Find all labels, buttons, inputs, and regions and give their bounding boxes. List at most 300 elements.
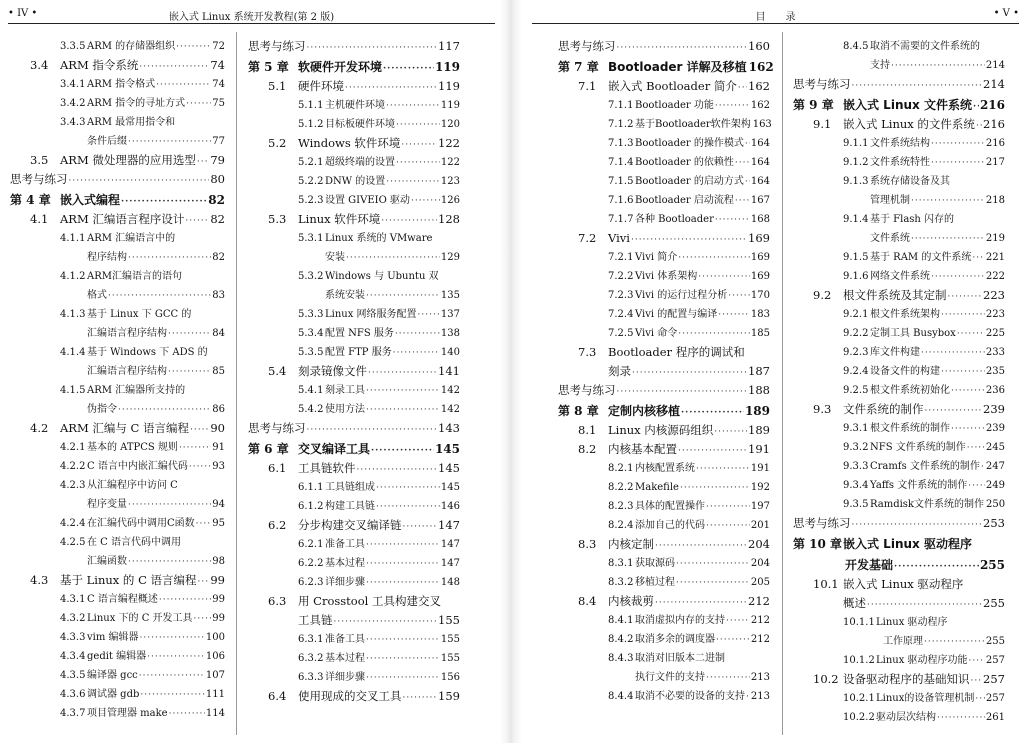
toc-page-number: 204 xyxy=(750,558,770,569)
toc-entry-title: 刻录镜像文件 xyxy=(298,364,367,378)
toc-entry-number: 6.3.1 xyxy=(298,634,324,645)
toc-dot-leader xyxy=(194,610,212,629)
toc-page-number: 142 xyxy=(440,404,460,415)
toc-entry-title: Linux 网络服务配置 xyxy=(325,309,417,320)
toc-dot-leader xyxy=(376,498,440,517)
toc-entry xyxy=(248,305,460,324)
toc-entry-number: 8.2.3 xyxy=(608,501,634,512)
toc-entry-number: 4.2.5 xyxy=(60,537,86,548)
toc-page-number: 98 xyxy=(212,556,225,567)
toc-page-number: 249 xyxy=(985,480,1005,491)
toc-dot-leader xyxy=(937,709,985,728)
toc-entry-number: 4.1.4 xyxy=(60,347,86,358)
toc-dot-leader xyxy=(140,686,205,705)
toc-dot-leader xyxy=(366,536,440,555)
toc-entry xyxy=(793,37,1005,56)
toc-page-number: 77 xyxy=(212,136,225,147)
toc-page-number: 169 xyxy=(748,231,770,245)
toc-entry-number: 7.1 xyxy=(578,79,597,93)
toc-entry xyxy=(248,516,460,535)
toc-page-number: 147 xyxy=(438,518,460,532)
toc-entry xyxy=(248,649,460,668)
toc-entry xyxy=(793,305,1005,324)
toc-entry-title: Bootloader 功能 xyxy=(635,100,714,111)
toc-entry-title: Yaffs 文件系统的制作 xyxy=(870,480,968,491)
toc-page-number: 235 xyxy=(985,366,1005,377)
toc-dot-leader xyxy=(718,306,750,325)
toc-entry-number: 5.3.5 xyxy=(298,347,324,358)
toc-entry-title: 基于 Flash 闪存的 xyxy=(870,214,955,225)
toc-page-number: 213 xyxy=(750,672,770,683)
toc-entry-title: 从汇编程序中访问 C xyxy=(87,480,178,491)
toc-entry-number: 10.1.1 xyxy=(843,617,875,628)
toc-dot-leader xyxy=(128,133,211,152)
toc-page-number: 145 xyxy=(434,442,460,456)
toc-entry xyxy=(248,592,460,611)
toc-page-number: 257 xyxy=(985,693,1005,704)
toc-entry-number: 7.1.5 xyxy=(608,176,634,187)
toc-dot-leader xyxy=(366,287,440,306)
toc-dot-leader xyxy=(941,363,985,382)
toc-page-number: 197 xyxy=(750,501,770,512)
toc-dot-leader xyxy=(401,136,437,155)
toc-dot-leader xyxy=(728,287,750,306)
toc-dot-leader xyxy=(941,306,985,325)
toc-page-number: 99 xyxy=(212,613,225,624)
toc-dot-leader xyxy=(948,288,983,307)
toc-entry-title: Windows 软件环境 xyxy=(298,136,401,150)
toc-entry-title: 交叉编译工具 xyxy=(298,442,371,456)
toc-entry-number: 5.2.2 xyxy=(298,176,324,187)
toc-page-number: 219 xyxy=(985,233,1005,244)
toc-dot-leader xyxy=(411,192,440,211)
toc-page-number: 94 xyxy=(212,499,225,510)
toc-page-number: 156 xyxy=(440,672,460,683)
toc-dot-leader xyxy=(403,518,438,537)
toc-dot-leader xyxy=(678,249,750,268)
toc-entry-title: Bootloader 的启动方式 xyxy=(635,176,744,187)
toc-entry-title: 定制工具 Busybox xyxy=(870,328,956,339)
toc-entry xyxy=(10,286,225,305)
toc-entry-number: 8.3.2 xyxy=(608,577,634,588)
toc-entry xyxy=(793,343,1005,362)
toc-entry xyxy=(793,495,1005,514)
toc-page-number: 187 xyxy=(748,364,770,378)
toc-dot-leader xyxy=(745,173,750,192)
toc-entry-title: 内核定制 xyxy=(608,537,654,551)
toc-entry-number: 5.1 xyxy=(268,79,287,93)
toc-entry xyxy=(248,573,460,592)
toc-dot-leader xyxy=(376,479,440,498)
toc-entry-title: 取消多余的调度器 xyxy=(635,634,715,645)
toc-entry-number: 8.4 xyxy=(578,594,597,608)
toc-entry-title: DNW 的设置 xyxy=(325,176,386,187)
toc-dot-leader xyxy=(696,460,750,479)
toc-entry-title: 思考与练习 xyxy=(10,172,68,186)
toc-page-number: 255 xyxy=(979,558,1005,572)
toc-page-number: 114 xyxy=(205,708,225,719)
toc-page-number: 162 xyxy=(750,100,770,111)
toc-entry-number: 8.2 xyxy=(578,442,597,456)
toc-entry xyxy=(248,497,460,516)
toc-entry-title: 基于 Windows 下 ADS 的 xyxy=(87,347,208,358)
toc-dot-leader xyxy=(368,364,437,383)
toc-page-number: 129 xyxy=(440,252,460,263)
toc-entry-number: 9.1 xyxy=(813,117,832,131)
toc-dot-leader xyxy=(386,173,440,192)
toc-dot-leader xyxy=(190,421,209,440)
toc-entry-title: 嵌入式 Linux 的文件系统 xyxy=(843,117,975,131)
toc-page-number: 135 xyxy=(440,290,460,301)
toc-entry-number: 6.2.3 xyxy=(298,577,324,588)
toc-entry-number: 7.1.6 xyxy=(608,195,634,206)
toc-entry xyxy=(558,229,770,248)
toc-entry-title: 移植过程 xyxy=(635,577,675,588)
toc-page-number: 120 xyxy=(440,119,460,130)
toc-entry-number: 6.1 xyxy=(268,461,287,475)
toc-entry xyxy=(558,497,770,516)
toc-entry-title: NFS 文件系统的制作 xyxy=(870,442,966,453)
right-page-header xyxy=(532,6,1019,24)
toc-dot-leader xyxy=(403,689,438,708)
toc-entry xyxy=(793,134,1005,153)
toc-entry-number: 6.1.1 xyxy=(298,482,324,493)
toc-page-number: 191 xyxy=(750,463,770,474)
toc-dot-leader xyxy=(969,652,985,671)
toc-entry-title: 设备驱动程序的基础知识 xyxy=(843,672,970,686)
toc-entry-title: 工作原理 xyxy=(883,636,923,647)
toc-dot-leader xyxy=(371,442,434,461)
toc-entry-title: 文件系统 xyxy=(870,233,910,244)
toc-entry-number: 8.1 xyxy=(578,423,597,437)
toc-entry-title: 在 C 语言代码中调用 xyxy=(87,537,182,548)
toc-page-number: 183 xyxy=(750,309,770,320)
toc-dot-leader xyxy=(715,97,750,116)
toc-page-number: 119 xyxy=(434,60,460,74)
toc-entry-title: ARM 微处理器的应用选型 xyxy=(60,153,196,167)
toc-dot-leader xyxy=(179,439,211,458)
toc-entry-number: 7.2 xyxy=(578,231,597,245)
toc-page-number: 145 xyxy=(438,461,460,475)
toc-entry-title: ARM 指令的寻址方式 xyxy=(87,98,186,109)
toc-dot-leader xyxy=(716,631,750,650)
toc-entry-title: Vivi 的配置与编译 xyxy=(635,309,718,320)
toc-entry-number: 7.3 xyxy=(578,345,597,359)
toc-dot-leader xyxy=(676,574,750,593)
toc-entry-number: 4.2.1 xyxy=(60,442,86,453)
toc-entry-title: 具体的配置操作 xyxy=(635,501,705,512)
toc-entry-number: 7.2.2 xyxy=(608,271,634,282)
toc-page-number: 95 xyxy=(212,518,225,529)
toc-entry xyxy=(793,476,1005,495)
toc-entry xyxy=(793,324,1005,343)
toc-entry xyxy=(558,478,770,497)
toc-entry-number: 8.3 xyxy=(578,537,597,551)
toc-entry-title: 准备工具 xyxy=(325,539,365,550)
toc-entry-number: 4.3.3 xyxy=(60,632,86,643)
toc-page-number: 189 xyxy=(744,404,770,418)
toc-dot-leader xyxy=(951,382,985,401)
toc-entry-title: 取消虚拟内存的支持 xyxy=(635,615,725,626)
toc-page-number: 126 xyxy=(440,195,460,206)
toc-exercise-entry xyxy=(558,381,770,400)
toc-entry xyxy=(558,687,770,706)
toc-entry-title: 基本的 ATPCS 规则 xyxy=(87,442,178,453)
toc-dot-leader xyxy=(746,688,750,707)
toc-dot-leader xyxy=(128,249,211,268)
toc-entry-title: 文件系统的制作 xyxy=(843,402,924,416)
toc-chapter-entry xyxy=(10,191,225,210)
toc-entry-number: 8.2.2 xyxy=(608,482,634,493)
toc-dot-leader xyxy=(976,117,982,136)
toc-entry xyxy=(248,96,460,115)
toc-entry-title: 构建工具链 xyxy=(325,501,375,512)
toc-entry-title: 根文件系统及其定制 xyxy=(843,288,947,302)
toc-page-number: 205 xyxy=(750,577,770,588)
toc-page-number: 119 xyxy=(440,100,460,111)
toc-entry-number: 5.3.4 xyxy=(298,328,324,339)
toc-entry-title: 内核基本配置 xyxy=(608,442,677,456)
toc-entry-number: 4.1.2 xyxy=(60,271,86,282)
toc-entry xyxy=(558,77,770,96)
column-divider xyxy=(782,32,783,735)
toc-entry xyxy=(248,459,460,478)
toc-entry-title: ARM 指令系统 xyxy=(60,58,139,72)
toc-page-number: 141 xyxy=(438,364,460,378)
toc-entry xyxy=(10,400,225,419)
toc-entry-title: 用 Crosstool 工具构建交叉 xyxy=(298,594,441,608)
toc-entry xyxy=(793,248,1005,267)
toc-page-number: 155 xyxy=(440,653,460,664)
toc-page-number: 82 xyxy=(210,212,225,226)
toc-page-number: 123 xyxy=(440,176,460,187)
toc-entry-number: 9.1.6 xyxy=(843,271,869,282)
toc-dot-leader xyxy=(386,97,440,116)
toc-page-number: 247 xyxy=(985,461,1005,472)
toc-entry xyxy=(558,248,770,267)
toc-page-number: 74 xyxy=(210,58,225,72)
toc-entry-number: 7.2.1 xyxy=(608,252,634,263)
toc-dot-leader xyxy=(972,249,985,268)
toc-entry-number: 5.3.1 xyxy=(298,233,324,244)
toc-entry-number: 5.1.1 xyxy=(298,100,324,111)
toc-page-number: 79 xyxy=(210,153,225,167)
toc-entry-number: 4.2.3 xyxy=(60,480,86,491)
toc-dot-leader xyxy=(911,230,985,249)
toc-entry-title: 目标板硬件环境 xyxy=(325,119,395,130)
toc-entry xyxy=(10,495,225,514)
toc-dot-leader xyxy=(366,382,440,401)
toc-entry-number: 4.3 xyxy=(30,573,49,587)
toc-entry-title: 基于Bootloader软件架构 xyxy=(635,119,751,130)
toc-dot-leader xyxy=(706,498,750,517)
toc-entry xyxy=(10,343,225,362)
toc-entry xyxy=(10,94,225,113)
toc-page-number: 214 xyxy=(985,60,1005,71)
toc-entry-number: 8.4.5 xyxy=(843,41,869,52)
toc-entry-number: 10.2.2 xyxy=(843,712,875,723)
toc-entry-number: 4.1.5 xyxy=(60,385,86,396)
toc-page-number: 90 xyxy=(210,421,225,435)
toc-entry-title: 基于 RAM 的文件系统 xyxy=(870,252,972,263)
toc-entry-number: 5.3.3 xyxy=(298,309,324,320)
toc-dot-leader xyxy=(911,192,985,211)
toc-exercise-entry xyxy=(10,170,225,189)
toc-entry-title: ARM 的存储器组织 xyxy=(87,41,176,52)
toc-entry-number: 9.3.2 xyxy=(843,442,869,453)
toc-entry xyxy=(793,556,1005,575)
toc-entry-title: 内核裁剪 xyxy=(608,594,654,608)
toc-entry-number: 4.2.4 xyxy=(60,518,86,529)
toc-entry xyxy=(248,77,460,96)
toc-column xyxy=(10,37,225,723)
toc-entry xyxy=(558,611,770,630)
toc-page-number: 162 xyxy=(748,79,770,93)
toc-dot-leader xyxy=(726,612,750,631)
toc-entry xyxy=(10,381,225,400)
toc-entry-title: 在汇编代码中调用C函数 xyxy=(87,518,195,529)
toc-entry-title: 主机硬件环境 xyxy=(325,100,385,111)
toc-entry-title: Linux 下的 C 开发工具 xyxy=(87,613,193,624)
toc-entry-number: 8.4.4 xyxy=(608,691,634,702)
toc-entry-title: 定制内核移植 xyxy=(608,404,681,418)
toc-page-number: 138 xyxy=(440,328,460,339)
toc-dot-leader xyxy=(185,212,209,231)
toc-page-number: 216 xyxy=(985,138,1005,149)
toc-entry-title: Ramdisk文件系统的制作 xyxy=(870,499,984,510)
toc-page-number: 212 xyxy=(750,615,770,626)
toc-entry-title: 工具链组成 xyxy=(325,482,375,493)
toc-entry xyxy=(10,457,225,476)
toc-entry-number: 8.2.1 xyxy=(608,463,634,474)
toc-page-number: 145 xyxy=(440,482,460,493)
toc-entry-number: 4.2.2 xyxy=(60,461,86,472)
toc-page-number: 122 xyxy=(438,136,460,150)
toc-entry-title: 使用现成的交叉工具 xyxy=(298,689,402,703)
toc-exercise-entry xyxy=(558,37,770,56)
toc-entry xyxy=(558,630,770,649)
toc-entry-number: 4.3.4 xyxy=(60,651,86,662)
toc-entry-title: Makefile xyxy=(635,482,679,493)
toc-page-number: 217 xyxy=(985,157,1005,168)
toc-entry xyxy=(793,632,1005,651)
toc-entry-title: 工具链 xyxy=(298,613,333,627)
toc-dot-leader xyxy=(176,38,211,57)
toc-entry-number: 第 5 章 xyxy=(248,60,289,74)
toc-entry-title: Linux的设备管理机制 xyxy=(876,693,975,704)
toc-entry-number: 9.3 xyxy=(813,402,832,416)
toc-chapter-entry xyxy=(793,535,1005,554)
toc-entry-title: Bootloader 的操作模式 xyxy=(635,138,744,149)
toc-page-number: 75 xyxy=(212,98,225,109)
toc-entry-title: 基于 Linux 的 C 语言编程 xyxy=(60,573,197,587)
toc-page-number: 148 xyxy=(440,577,460,588)
toc-page-number: 80 xyxy=(210,172,225,186)
toc-dot-leader xyxy=(169,705,205,724)
toc-entry-number: 3.4.1 xyxy=(60,79,86,90)
toc-page-number: 233 xyxy=(985,347,1005,358)
toc-page-number: 216 xyxy=(983,117,1005,131)
toc-entry xyxy=(558,172,770,191)
toc-entry-number: 3.5 xyxy=(30,153,49,167)
toc-entry-number: 10.2.1 xyxy=(843,693,875,704)
toc-entry-title: 取消不必要的设备的支持 xyxy=(635,691,745,702)
toc-entry-number: 7.1.3 xyxy=(608,138,634,149)
toc-entry-number: 5.2.1 xyxy=(298,157,324,168)
toc-entry xyxy=(248,630,460,649)
column-divider xyxy=(236,32,237,735)
toc-dot-leader xyxy=(69,172,210,191)
toc-entry xyxy=(10,438,225,457)
toc-entry-title: ARM 汇编器所支持的 xyxy=(87,385,186,396)
toc-entry-title: 使用方法 xyxy=(325,404,365,415)
toc-page-number: 82 xyxy=(212,252,225,263)
toc-entry xyxy=(793,362,1005,381)
toc-entry xyxy=(793,400,1005,419)
toc-page-number: 72 xyxy=(212,41,225,52)
toc-entry-title: Vivi xyxy=(608,231,630,245)
toc-entry xyxy=(558,440,770,459)
toc-dot-leader xyxy=(147,648,205,667)
toc-column xyxy=(793,37,1005,727)
toc-entry xyxy=(558,668,770,687)
toc-entry-number: 6.3 xyxy=(268,594,287,608)
toc-page-number: 142 xyxy=(440,385,460,396)
toc-entry xyxy=(558,343,770,362)
toc-page-number: 167 xyxy=(750,195,770,206)
toc-entry-number: 5.4.1 xyxy=(298,385,324,396)
toc-entry-title: 嵌入式 Linux 驱动程序 xyxy=(843,577,964,591)
toc-entry-number: 6.2 xyxy=(268,518,287,532)
toc-entry-title: 基本过程 xyxy=(325,653,365,664)
toc-entry xyxy=(793,594,1005,613)
toc-entry-number: 6.3.2 xyxy=(298,653,324,664)
toc-entry-number: 9.1.1 xyxy=(843,138,869,149)
toc-entry xyxy=(10,514,225,533)
toc-page-number: 223 xyxy=(983,288,1005,302)
toc-entry-number: 9.1.4 xyxy=(843,214,869,225)
toc-entry-number: 第 6 章 xyxy=(248,442,289,456)
toc-dot-leader xyxy=(924,633,985,652)
toc-entry-title: Windows 与 Ubuntu 双 xyxy=(325,271,439,282)
toc-dot-leader xyxy=(140,629,205,648)
toc-entry-number: 3.4 xyxy=(30,58,49,72)
toc-entry-number: 第 10 章 xyxy=(793,537,843,551)
toc-entry-number: 第 8 章 xyxy=(558,404,599,418)
toc-entry-title: 嵌入式编程 xyxy=(60,193,121,207)
toc-page-number: 162 xyxy=(748,60,774,74)
toc-page-number: 155 xyxy=(438,613,460,627)
toc-entry xyxy=(558,516,770,535)
toc-entry-title: Bootloader 程序的调试和 xyxy=(608,345,745,359)
toc-entry xyxy=(248,554,460,573)
toc-entry xyxy=(793,438,1005,457)
toc-dot-leader xyxy=(931,268,985,287)
toc-page-number: 191 xyxy=(748,442,770,456)
toc-dot-leader xyxy=(698,268,750,287)
toc-entry xyxy=(793,191,1005,210)
toc-chapter-entry xyxy=(793,96,1005,115)
toc-entry xyxy=(10,666,225,685)
toc-entry xyxy=(558,573,770,592)
toc-page-number: 128 xyxy=(438,212,460,226)
toc-page-number: 164 xyxy=(750,157,770,168)
toc-entry-number: 4.2 xyxy=(30,421,49,435)
toc-entry-number: 3.4.2 xyxy=(60,98,86,109)
toc-entry-number: 4.1.1 xyxy=(60,233,86,244)
toc-page-number: 159 xyxy=(438,689,460,703)
toc-entry-number: 9.2.2 xyxy=(843,328,869,339)
